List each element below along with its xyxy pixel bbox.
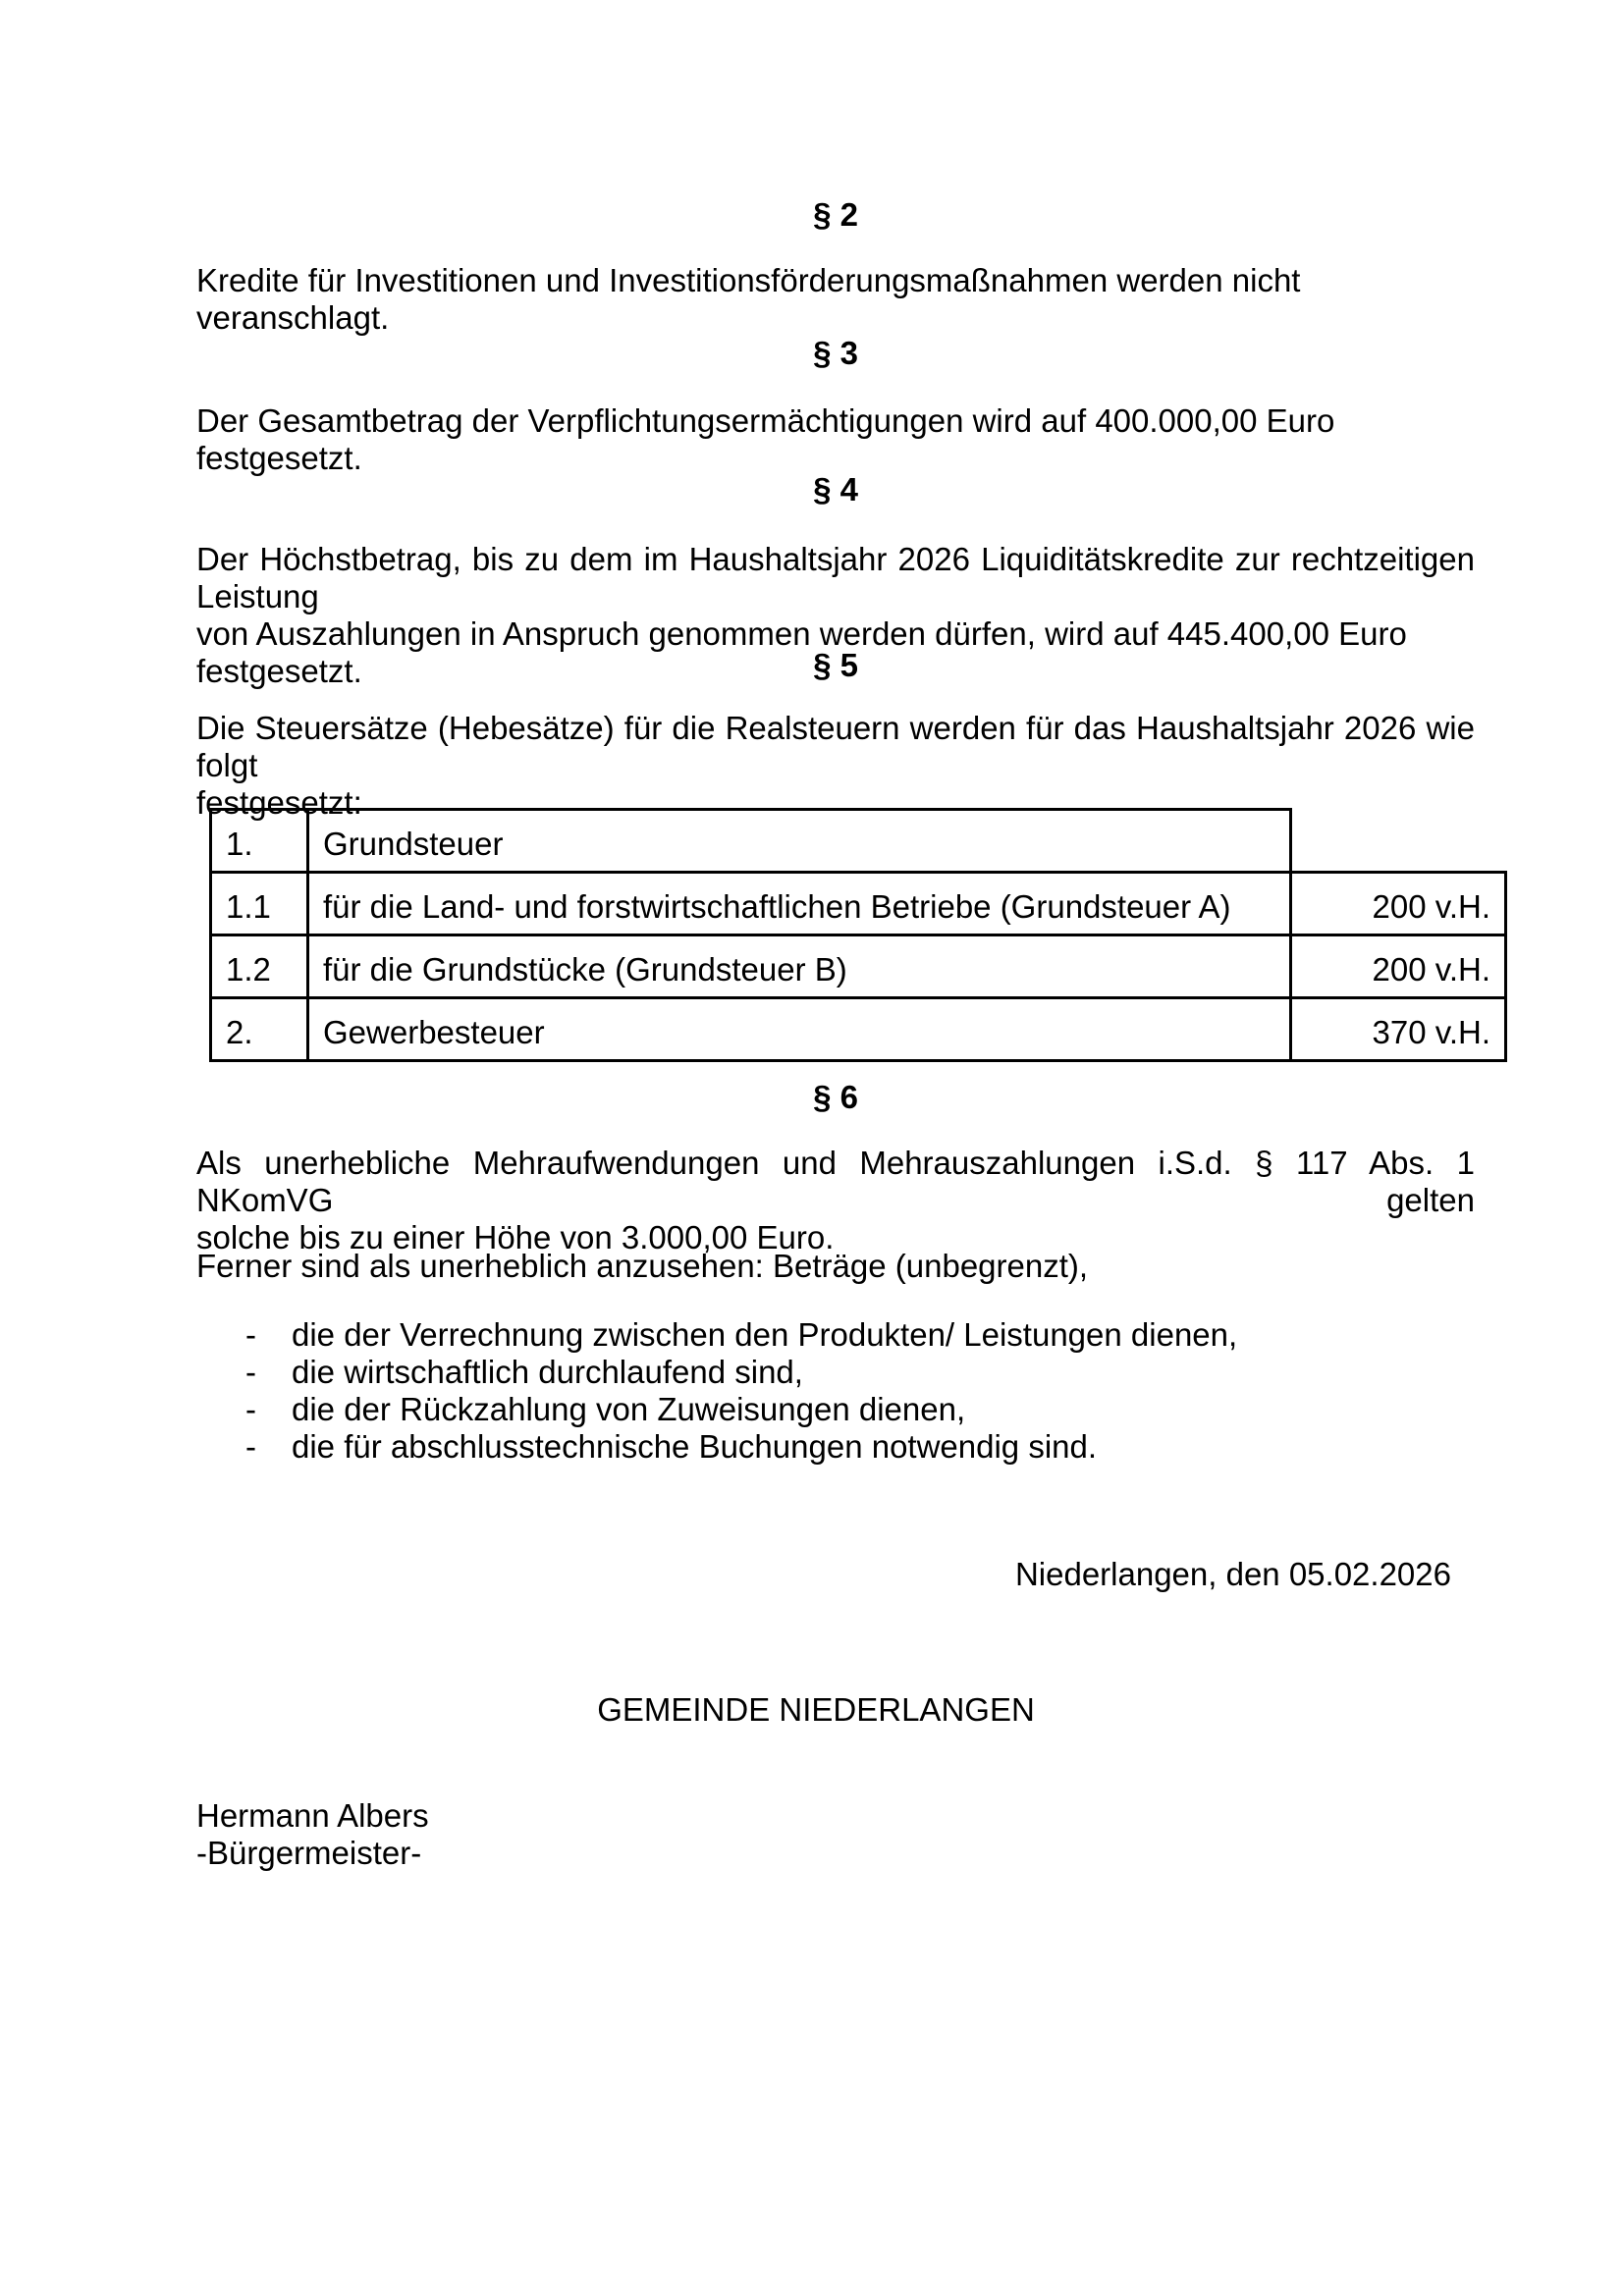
section-5-line-2: festgesetzt: [196,784,362,821]
bullet-text: die der Rückzahlung von Zuweisungen dienen, [292,1391,966,1427]
signature-block [196,1797,1475,1872]
row-label-cell: für die Grundstücke (Grundsteuer B) [308,935,1291,998]
tax-rates-table [209,808,1507,1062]
table-row [211,873,1506,935]
list-item [245,1316,1475,1354]
row-value-cell: 200 v.H. [1291,873,1506,935]
table-row [211,935,1506,998]
bullet-dash: - [245,1391,256,1427]
section-2-paragraph: Kredite für Investitionen und Investitionsförderungsmaßnahmen werden nicht veranschlagt. [196,262,1301,336]
signer-title: -Bürgermeister- [196,1835,422,1871]
section-2-heading: § 2 [813,196,858,233]
row-number-cell: 2. [211,998,308,1061]
section-5-paragraph [196,710,1475,822]
place-date-line: Niederlangen, den 05.02.2026 [1014,1556,1451,1592]
bullet-dash: - [245,1354,256,1390]
bullet-text: die für abschlusstechnische Buchungen notwendig sind. [292,1428,1098,1465]
section-4-line-1: Der Höchstbetrag, bis zu dem im Haushaltsjahr 2026 Liquiditätskredite zur rechtzeitigen Leistung [196,541,1475,614]
bullet-text: die der Verrechnung zwischen den Produkten/ Leistungen dienen, [292,1316,1238,1353]
bullet-dash: - [245,1316,256,1353]
bullet-dash: - [245,1428,256,1465]
row-label-cell: Grundsteuer [308,810,1291,873]
table-row [211,810,1506,873]
row-label-cell: Gewerbesteuer [308,998,1291,1061]
section-6-line-1: Als unerhebliche Mehraufwendungen und Mehrauszahlungen i.S.d. § 117 Abs. 1 NKomVG gelten [196,1145,1475,1218]
list-item [245,1391,1475,1428]
section-3-paragraph: Der Gesamtbetrag der Verpflichtungsermächtigungen wird auf 400.000,00 Euro festgesetzt. [196,402,1335,476]
row-number-cell: 1.1 [211,873,308,935]
bullet-list [245,1316,1475,1466]
list-item [245,1354,1475,1391]
municipality-name: GEMEINDE NIEDERLANGEN [597,1691,1035,1728]
row-value-cell: 370 v.H. [1291,998,1506,1061]
row-value-cell: 200 v.H. [1291,935,1506,998]
section-5-line-1: Die Steuersätze (Hebesätze) für die Realsteuern werden für das Haushaltsjahr 2026 wie folgt [196,710,1475,783]
section-6-heading: § 6 [813,1079,858,1115]
row-number-cell: 1. [211,810,308,873]
section-3-heading: § 3 [813,335,858,371]
signer-name: Hermann Albers [196,1797,429,1834]
section-4-heading: § 4 [813,471,858,507]
row-number-cell: 1.2 [211,935,308,998]
table-row [211,998,1506,1061]
bullet-text: die wirtschaftlich durchlaufend sind, [292,1354,803,1390]
section-6-line-2: solche bis zu einer Höhe von 3.000,00 Euro. [196,1219,835,1255]
row-label-cell: für die Land- und forstwirtschaftlichen Betriebe (Grundsteuer A) [308,873,1291,935]
section-6-paragraph [196,1145,1475,1256]
section-5-heading: § 5 [813,647,858,683]
row-value-cell [1291,810,1506,873]
section-4-line-2: von Auszahlungen in Anspruch genommen werden dürfen, wird auf 445.400,00 Euro festgesetzt. [196,615,1407,689]
list-item [245,1428,1475,1466]
ferner-paragraph: Ferner sind als unerheblich anzusehen: Beträge (unbegrenzt), [196,1248,1089,1284]
